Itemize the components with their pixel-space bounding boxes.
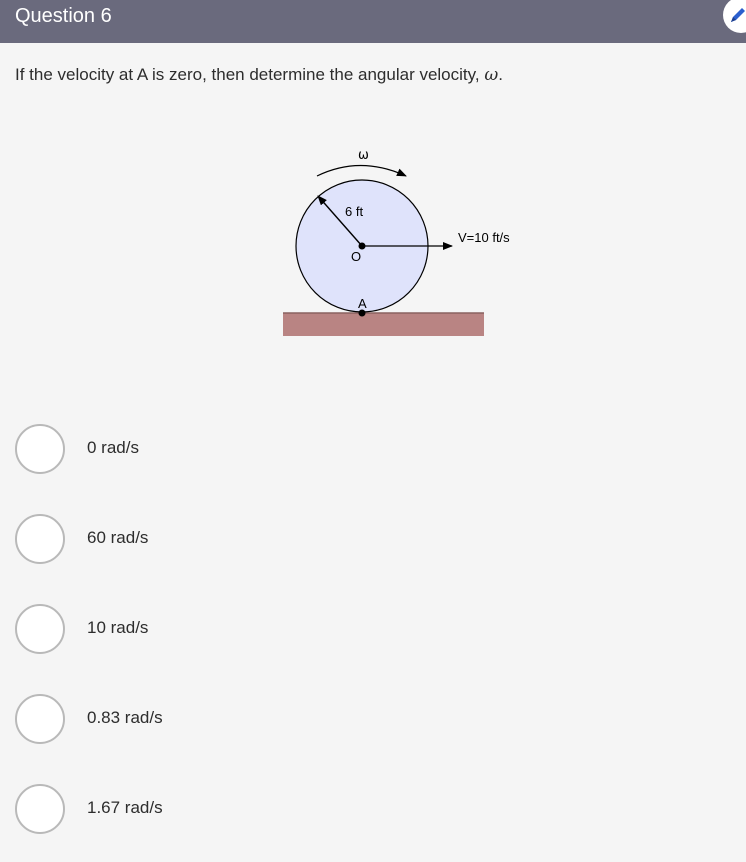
omega-label: ω — [358, 148, 369, 163]
ground — [283, 313, 484, 336]
answer-option-4[interactable] — [14, 693, 414, 749]
answer-option-5[interactable] — [14, 783, 414, 839]
radio-button[interactable] — [15, 424, 65, 474]
question-header — [0, 0, 746, 43]
answer-option-2[interactable] — [14, 513, 414, 569]
center-label: O — [351, 249, 362, 264]
edit-button[interactable] — [723, 0, 746, 33]
option-label: 1.67 rad/s — [87, 798, 163, 817]
radio-button[interactable] — [15, 784, 65, 834]
question-body: If the velocity at A is zero, then determine the angular velocity, — [15, 65, 485, 84]
radio-button[interactable] — [15, 694, 65, 744]
wheel-diagram — [280, 140, 530, 345]
radio-button[interactable] — [15, 604, 65, 654]
question-title: Question 6 — [15, 5, 112, 27]
option-label: 0 rad/s — [87, 438, 139, 457]
omega-symbol: ω — [484, 65, 499, 85]
question-text — [15, 64, 503, 86]
option-label: 10 rad/s — [87, 618, 149, 637]
option-label: 60 rad/s — [87, 528, 149, 547]
radius-label: 6 ft — [345, 204, 364, 219]
option-label: 0.83 rad/s — [87, 708, 163, 727]
velocity-label: V=10 ft/s — [458, 230, 510, 245]
answer-option-3[interactable] — [14, 603, 414, 659]
rotation-arrow — [317, 166, 406, 177]
contact-label: A — [358, 296, 367, 311]
radio-button[interactable] — [15, 514, 65, 564]
question-end: . — [498, 65, 503, 84]
pencil-icon — [729, 5, 746, 25]
answer-option-1[interactable] — [14, 423, 414, 479]
